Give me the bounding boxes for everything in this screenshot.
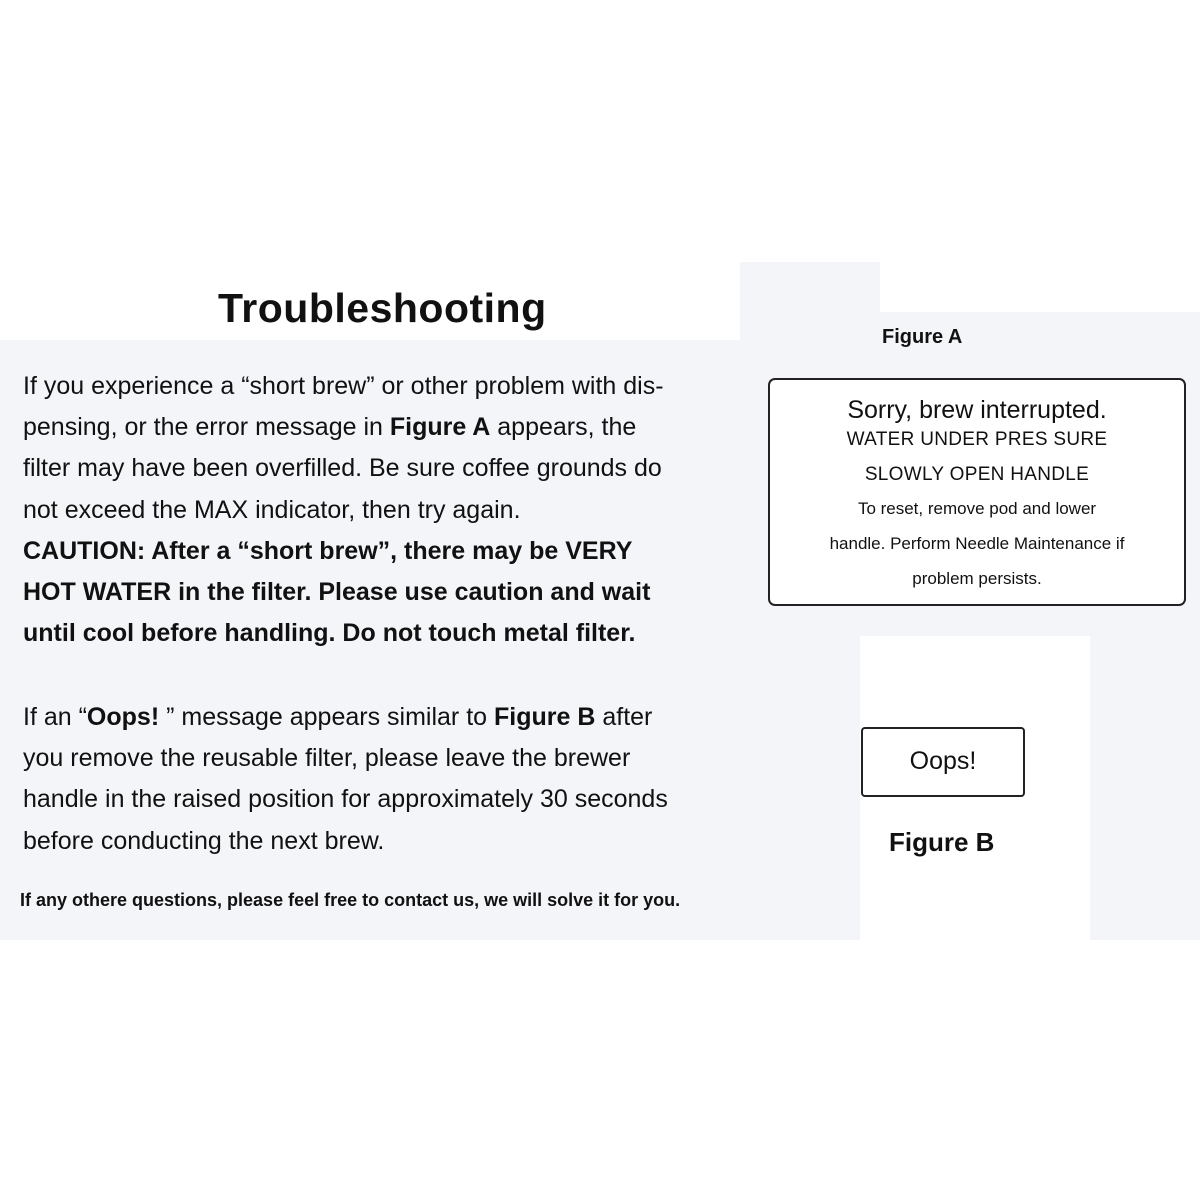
text-line: before conducting the next brew. <box>23 826 385 855</box>
figure-a-reference: Figure A <box>389 413 491 442</box>
caution-line: CAUTION: After a “short brew”, there may be VERY <box>23 536 633 565</box>
panel-patch <box>880 262 1200 312</box>
figure-b-reference: Figure B <box>494 703 596 731</box>
error-title: Sorry, brew interrupted. <box>847 396 1107 424</box>
text-line: handle in the raised position for approximately 30 seconds <box>23 785 668 814</box>
paragraph-oops <box>23 697 668 862</box>
caution-line: until cool before handling. Do not touch metal filter. <box>23 619 636 648</box>
text-span: ” message appears similar to <box>166 703 494 731</box>
figure-a-error-display <box>768 378 1186 606</box>
error-line: problem persists. <box>912 569 1042 588</box>
text-span: pensing, or the error message in <box>23 413 390 442</box>
text-line: filter may have been overfilled. Be sure coffee grounds do <box>23 454 662 483</box>
error-line: To reset, remove pod and lower <box>857 499 1097 518</box>
text-line: you remove the reusable filter, please leave the brewer <box>23 744 631 773</box>
oops-reference: Oops! <box>86 703 167 731</box>
page-title: Troubleshooting <box>218 285 547 331</box>
footer-note: If any othere questions, please feel free to contact us, we will solve it for you. <box>20 890 681 910</box>
error-line: SLOWLY OPEN HANDLE <box>864 464 1090 485</box>
text-span: appears, the <box>490 413 637 442</box>
text-span: If an “ <box>23 703 87 731</box>
error-line: WATER UNDER PRES SURE <box>846 429 1108 450</box>
caution-line: HOT WATER in the filter. Please use caution and wait <box>23 578 651 607</box>
text-line: not exceed the MAX indicator, then try again. <box>23 495 521 524</box>
text-line <box>23 697 668 738</box>
text-line <box>23 407 664 448</box>
figure-b-oops-display: Oops! <box>861 727 1025 797</box>
error-line: handle. Perform Needle Maintenance if <box>829 534 1125 553</box>
figure-b-label: Figure B <box>889 827 995 857</box>
paragraph-short-brew <box>23 366 664 654</box>
text-line: If you experience a “short brew” or other problem with dis- <box>23 372 664 400</box>
figure-a-label: Figure A <box>882 326 963 348</box>
text-span: after <box>595 703 653 731</box>
